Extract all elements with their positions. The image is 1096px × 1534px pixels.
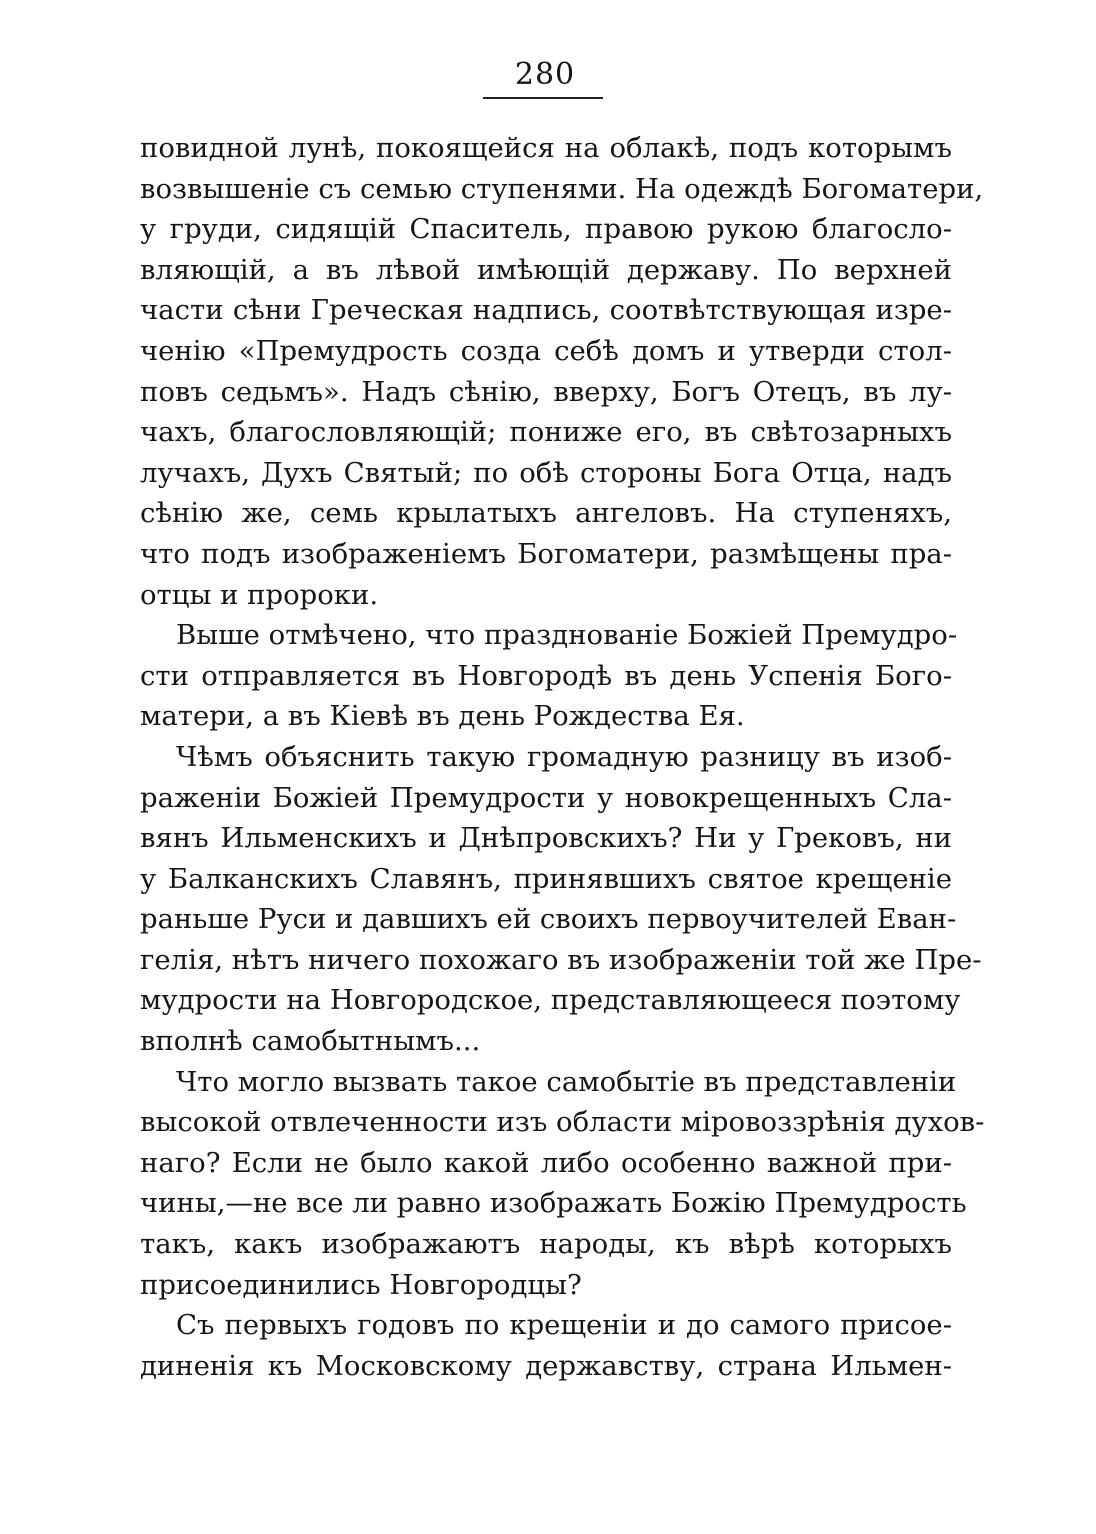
text-line: возвышеніе съ семью ступенями. На одеждѣ Богоматери, bbox=[140, 172, 984, 205]
text-line: отцы и пророки. bbox=[140, 578, 379, 611]
text-line: мудрости на Новгородское, представляющееся поэтому bbox=[140, 984, 961, 1017]
text-line: лучахъ, Духъ Святый; по обѣ стороны Бога Отца, надъ bbox=[140, 456, 952, 489]
text-line: что подъ изображеніемъ Богоматери, размѣщены пра- bbox=[140, 537, 952, 570]
text-line: вполнѣ самобытнымъ... bbox=[140, 1025, 481, 1058]
text-line: раженіи Божіей Премудрости у новокрещенныхъ Сла- bbox=[140, 781, 952, 814]
text-line: сти отправляется въ Новгородѣ въ день Успенія Бого- bbox=[140, 659, 952, 692]
page-number-rule bbox=[483, 97, 603, 99]
text-line: повъ седьмъ». Надъ сѣнію, вверху, Богъ Отецъ, въ лу- bbox=[140, 375, 952, 408]
text-line: вляющій, а въ лѣвой имѣющій державу. По верхней bbox=[140, 253, 952, 286]
text-line: сѣнію же, семь крылатыхъ ангеловъ. На ступеняхъ, bbox=[140, 497, 952, 530]
text-line: Выше отмѣчено, что празднованіе Божіей Премудро- bbox=[176, 619, 958, 652]
text-line: высокой отвлеченности изъ области міровоззрѣнія духов- bbox=[140, 1106, 985, 1139]
text-line: наго? Если не было какой либо особенно важной при- bbox=[140, 1146, 952, 1179]
body-text bbox=[140, 128, 985, 1386]
text-line: Что могло вызвать такое самобытіе въ представленіи bbox=[176, 1065, 957, 1098]
text-line: вянъ Ильменскихъ и Днѣпровскихъ? Ни у Грековъ, ни bbox=[140, 822, 952, 855]
text-line: части сѣни Греческая надпись, соотвѣтствующая изре- bbox=[140, 294, 952, 327]
text-line: Чѣмъ объяснить такую громадную разницу въ изоб- bbox=[176, 740, 952, 773]
text-line: ченію «Премудрость созда себѣ домъ и утверди стол- bbox=[140, 334, 952, 367]
text-line: матери, а въ Кіевѣ въ день Рождества Ея. bbox=[140, 700, 745, 733]
text-line: Съ первыхъ годовъ по крещеніи и до самого присое- bbox=[176, 1309, 952, 1342]
text-line: повидной лунѣ, покоящейся на облакѣ, подъ которымъ bbox=[140, 132, 952, 164]
text-line: чахъ, благословляющій; пониже его, въ свѣтозарныхъ bbox=[140, 416, 952, 449]
text-line: у груди, сидящій Спаситель, правою рукою благосло- bbox=[140, 213, 952, 246]
text-line: у Балканскихъ Славянъ, принявшихъ святое крещеніе bbox=[140, 862, 952, 895]
text-line: гелія, нѣтъ ничего похожаго въ изображеніи той же Пре- bbox=[140, 943, 982, 976]
text-line: присоединились Новгородцы? bbox=[140, 1268, 582, 1301]
text-line: диненія къ Московскому державству, страна Ильмен- bbox=[140, 1349, 952, 1382]
text-line: такъ, какъ изображаютъ народы, къ вѣрѣ которыхъ bbox=[140, 1228, 952, 1261]
text-line: раньше Руси и давшихъ ей своихъ первоучителей Еван- bbox=[140, 903, 957, 936]
text-line: чины,—не все ли равно изображать Божію Премудрость bbox=[140, 1187, 967, 1220]
page-number: 280 bbox=[514, 57, 576, 92]
